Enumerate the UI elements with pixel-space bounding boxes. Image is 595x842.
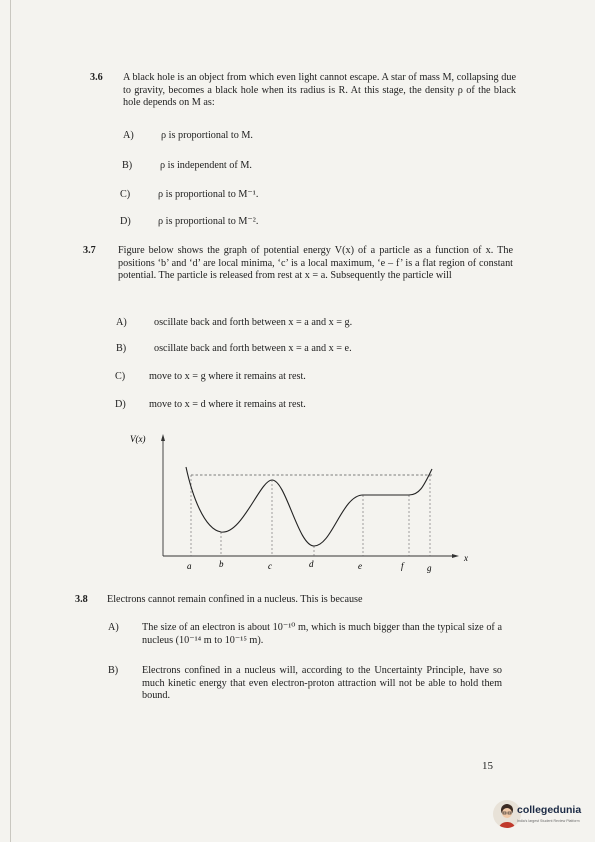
- y-axis-arrow: [161, 434, 165, 441]
- question-number-3-8: 3.8: [75, 594, 88, 605]
- x-axis-label: x: [464, 553, 468, 563]
- option-label: B): [116, 343, 127, 354]
- option-label: A): [108, 622, 119, 633]
- tick-d: d: [309, 559, 314, 569]
- option-label: A): [116, 317, 127, 328]
- brand-watermark: [493, 800, 593, 834]
- guide-lines: [191, 475, 430, 556]
- option-label: A): [123, 130, 134, 141]
- potential-energy-figure: [120, 425, 480, 580]
- option-text: move to x = d where it remains at rest.: [149, 399, 306, 410]
- option-label: B): [122, 160, 133, 171]
- x-tick-labels: [187, 559, 432, 573]
- option-text: ρ is proportional to M⁻².: [158, 216, 259, 227]
- tick-e: e: [358, 561, 362, 571]
- question-number-3-7: 3.7: [83, 245, 96, 256]
- question-stem-3-7: Figure below shows the graph of potential energy V(x) of a particle as a function of x. The positions ‘b’ and ‘d’ are local minima, ‘c’ is a local maximum, ‘e – f’ is a flat region of constant potential. The particle is released from rest at x = a. Subsequently the particle will: [118, 245, 513, 282]
- option-text: oscillate back and forth between x = a and x = e.: [154, 343, 352, 354]
- tick-g: g: [427, 563, 432, 573]
- y-axis-label: V(x): [130, 434, 146, 444]
- option-label: B): [108, 665, 119, 676]
- option-label: D): [120, 216, 131, 227]
- question-stem-3-6: A black hole is an object from which even light cannot escape. A star of mass M, collapsing due to gravity, becomes a black hole when its radius is R. At this stage, the density ρ of the black hole depends on M as:: [123, 72, 516, 109]
- question-stem-3-8: Electrons cannot remain confined in a nucleus. This is because: [107, 594, 363, 605]
- option-text: move to x = g where it remains at rest.: [149, 371, 306, 382]
- page-edge: [10, 0, 11, 842]
- option-text: Electrons confined in a nucleus will, according to the Uncertainty Principle, have so much kinetic energy that even electron-proton attraction will not be able to hold them bound.: [142, 665, 502, 702]
- option-label: C): [120, 189, 131, 200]
- tick-c: c: [268, 561, 272, 571]
- option-text: ρ is proportional to M⁻¹.: [158, 189, 259, 200]
- x-axis-arrow: [452, 554, 459, 558]
- option-text: ρ is independent of M.: [160, 160, 252, 171]
- tick-b: b: [219, 559, 224, 569]
- question-number-3-6: 3.6: [90, 72, 103, 83]
- page-number: 15: [482, 760, 493, 772]
- option-text: oscillate back and forth between x = a and x = g.: [154, 317, 353, 328]
- option-text: The size of an electron is about 10⁻¹⁰ m, which is much bigger than the typical size of a nucleus (10⁻¹⁴ m to 10⁻¹⁵ m).: [142, 622, 502, 646]
- brand-tagline: India's largest Student Review Platform: [517, 819, 580, 823]
- potential-curve: [186, 467, 432, 546]
- brand-name: collegedunia: [517, 804, 582, 816]
- tick-a: a: [187, 561, 192, 571]
- option-label: C): [115, 371, 126, 382]
- option-label: D): [115, 399, 126, 410]
- option-text: ρ is proportional to M.: [161, 130, 253, 141]
- tick-f: f: [401, 561, 404, 571]
